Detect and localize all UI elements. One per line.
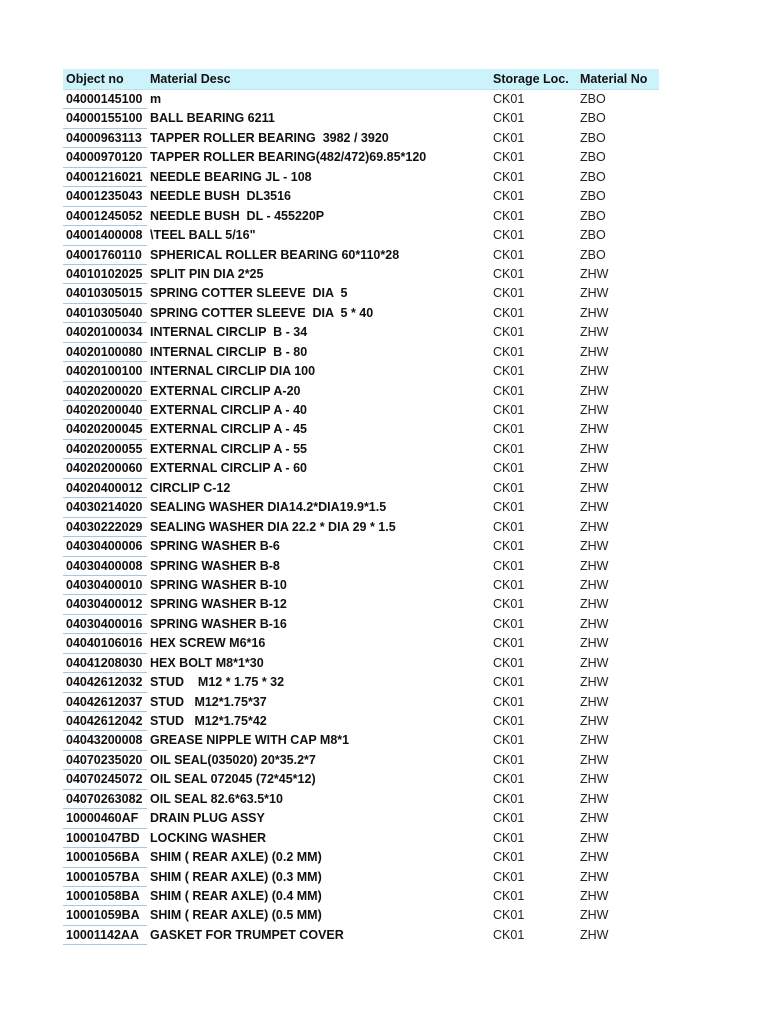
cell-material-no: ZHW bbox=[580, 927, 609, 942]
cell-material-desc: INTERNAL CIRCLIP B - 80 bbox=[150, 344, 308, 359]
cell-material-desc: m bbox=[150, 92, 162, 106]
cell-object-no[interactable]: 10001047BD bbox=[63, 829, 147, 848]
cell-storage-loc: CK01 bbox=[493, 616, 525, 631]
cell-object-no[interactable]: 10001056BA bbox=[63, 848, 147, 867]
cell-material-no: ZHW bbox=[580, 772, 609, 787]
table-row[interactable] bbox=[63, 518, 659, 537]
cell-material-desc: HEX BOLT M8*1*30 bbox=[150, 655, 264, 670]
cell-storage-loc: CK01 bbox=[493, 558, 525, 573]
table-row[interactable] bbox=[63, 634, 659, 653]
cell-material-no: ZHW bbox=[580, 675, 609, 690]
cell-storage-loc: CK01 bbox=[493, 266, 525, 281]
cell-storage-loc: CK01 bbox=[493, 247, 525, 262]
table-row[interactable] bbox=[63, 654, 659, 673]
cell-storage-loc: CK01 bbox=[493, 500, 525, 515]
cell-object-no[interactable]: 04020200045 bbox=[63, 420, 147, 439]
table-row[interactable] bbox=[63, 168, 659, 187]
cell-object-no[interactable]: 04001216021 bbox=[63, 168, 147, 187]
cell-material-no: ZHW bbox=[580, 286, 609, 301]
cell-material-no: ZHW bbox=[580, 636, 609, 651]
cell-object-no[interactable]: 04020200060 bbox=[63, 459, 147, 478]
cell-object-no[interactable]: 10000460AF bbox=[63, 809, 147, 828]
cell-storage-loc: CK01 bbox=[493, 752, 525, 767]
cell-storage-loc: CK01 bbox=[493, 189, 525, 204]
cell-storage-loc: CK01 bbox=[493, 655, 525, 670]
table-row[interactable] bbox=[63, 790, 659, 809]
cell-object-no[interactable]: 04000155100 bbox=[63, 109, 147, 128]
table-row[interactable] bbox=[63, 226, 659, 245]
table-row[interactable] bbox=[63, 770, 659, 789]
cell-object-no[interactable]: 04030400010 bbox=[63, 576, 147, 595]
cell-material-no: ZBO bbox=[580, 169, 606, 184]
cell-material-desc: EXTERNAL CIRCLIP A - 60 bbox=[150, 461, 307, 476]
cell-material-no: ZHW bbox=[580, 869, 609, 884]
cell-material-no: ZBO bbox=[580, 150, 606, 165]
cell-storage-loc: CK01 bbox=[493, 169, 525, 184]
cell-material-no: ZHW bbox=[580, 422, 609, 437]
cell-material-desc: DRAIN PLUG ASSY bbox=[150, 811, 265, 826]
cell-material-no: ZHW bbox=[580, 908, 609, 923]
cell-storage-loc: CK01 bbox=[493, 461, 525, 476]
cell-material-desc: SPRING COTTER SLEEVE DIA 5 bbox=[150, 286, 348, 301]
table-row[interactable] bbox=[63, 595, 659, 614]
cell-object-no[interactable]: 10001058BA bbox=[63, 887, 147, 906]
cell-material-no: ZHW bbox=[580, 403, 609, 417]
cell-object-no[interactable]: 04010102025 bbox=[63, 265, 147, 284]
cell-storage-loc: CK01 bbox=[493, 908, 525, 923]
cell-material-no: ZHW bbox=[580, 714, 609, 728]
cell-material-no: ZHW bbox=[580, 344, 609, 359]
cell-object-no[interactable]: 04030400012 bbox=[63, 595, 147, 614]
cell-material-desc: SHIM ( REAR AXLE) (0.3 MM) bbox=[150, 869, 322, 884]
cell-material-desc: \TEEL BALL 5/16" bbox=[150, 228, 256, 243]
cell-object-no[interactable]: 04070263082 bbox=[63, 790, 147, 809]
cell-object-no[interactable]: 04030400006 bbox=[63, 537, 147, 556]
cell-storage-loc: CK01 bbox=[493, 927, 525, 942]
cell-material-desc: GASKET FOR TRUMPET COVER bbox=[150, 927, 344, 942]
cell-storage-loc: CK01 bbox=[493, 208, 525, 223]
cell-storage-loc: CK01 bbox=[493, 364, 525, 379]
table-row[interactable] bbox=[63, 868, 659, 887]
cell-material-desc: INTERNAL CIRCLIP DIA 100 bbox=[150, 364, 316, 379]
table-row[interactable] bbox=[63, 848, 659, 867]
cell-object-no[interactable]: 04042612042 bbox=[63, 712, 147, 731]
cell-material-desc: SPHERICAL ROLLER BEARING 60*110*28 bbox=[150, 247, 400, 262]
cell-material-no: ZHW bbox=[580, 305, 609, 320]
cell-object-no[interactable]: 04020200040 bbox=[63, 401, 147, 420]
table-row[interactable] bbox=[63, 557, 659, 576]
cell-storage-loc: CK01 bbox=[493, 403, 525, 417]
header-storage-loc[interactable]: Storage Loc. bbox=[493, 72, 569, 86]
cell-material-no: ZBO bbox=[580, 189, 606, 204]
cell-storage-loc: CK01 bbox=[493, 344, 525, 359]
cell-material-desc: SHIM ( REAR AXLE) (0.4 MM) bbox=[150, 888, 322, 903]
table-row[interactable] bbox=[63, 304, 659, 323]
cell-material-no: ZHW bbox=[580, 888, 609, 903]
cell-material-desc: NEEDLE BUSH DL3516 bbox=[150, 189, 292, 204]
cell-storage-loc: CK01 bbox=[493, 791, 525, 806]
cell-material-no: ZHW bbox=[580, 539, 609, 554]
cell-storage-loc: CK01 bbox=[493, 92, 525, 106]
table-row[interactable] bbox=[63, 479, 659, 498]
cell-material-no: ZHW bbox=[580, 519, 609, 534]
cell-material-desc: STUD M12*1.75*42 bbox=[150, 714, 267, 728]
cell-object-no[interactable]: 04070245072 bbox=[63, 770, 147, 789]
cell-object-no[interactable]: 04043200008 bbox=[63, 731, 147, 750]
table-row[interactable] bbox=[63, 323, 659, 342]
cell-object-no[interactable]: 04010305015 bbox=[63, 284, 147, 303]
table-row[interactable] bbox=[63, 731, 659, 750]
cell-object-no[interactable]: 04070235020 bbox=[63, 751, 147, 770]
cell-object-no[interactable]: 04020100080 bbox=[63, 343, 147, 362]
table-row[interactable] bbox=[63, 712, 659, 731]
cell-object-no[interactable]: 04042612037 bbox=[63, 693, 147, 712]
table-row[interactable] bbox=[63, 926, 659, 945]
cell-storage-loc: CK01 bbox=[493, 441, 525, 456]
cell-material-no: ZHW bbox=[580, 480, 609, 495]
table-row[interactable] bbox=[63, 90, 659, 109]
cell-material-desc: CIRCLIP C-12 bbox=[150, 480, 231, 495]
cell-material-no: ZHW bbox=[580, 461, 609, 476]
cell-material-no: ZHW bbox=[580, 850, 609, 865]
cell-material-no: ZBO bbox=[580, 92, 606, 106]
cell-object-no[interactable]: 04020200055 bbox=[63, 440, 147, 459]
table-row[interactable] bbox=[63, 906, 659, 925]
cell-storage-loc: CK01 bbox=[493, 111, 525, 126]
cell-material-no: ZHW bbox=[580, 500, 609, 515]
cell-material-desc: TAPPER ROLLER BEARING(482/472)69.85*120 bbox=[150, 150, 427, 165]
cell-object-no[interactable]: 04030222029 bbox=[63, 518, 147, 537]
cell-material-desc: SPLIT PIN DIA 2*25 bbox=[150, 266, 264, 281]
cell-object-no[interactable]: 04000145100 bbox=[63, 90, 147, 109]
cell-material-no: ZHW bbox=[580, 655, 609, 670]
cell-material-desc: EXTERNAL CIRCLIP A - 55 bbox=[150, 441, 307, 456]
cell-material-desc: SPRING WASHER B-8 bbox=[150, 558, 280, 573]
cell-material-desc: BALL BEARING 6211 bbox=[150, 111, 275, 126]
cell-material-no: ZHW bbox=[580, 733, 609, 748]
table-row[interactable] bbox=[63, 401, 659, 420]
cell-storage-loc: CK01 bbox=[493, 830, 525, 845]
cell-material-desc: SPRING WASHER B-16 bbox=[150, 616, 287, 631]
cell-storage-loc: CK01 bbox=[493, 694, 525, 709]
table-body bbox=[63, 90, 659, 945]
cell-material-no: ZHW bbox=[580, 597, 609, 612]
table-row[interactable] bbox=[63, 207, 659, 226]
cell-storage-loc: CK01 bbox=[493, 714, 525, 728]
cell-object-no[interactable]: 04020100100 bbox=[63, 362, 147, 381]
table-row[interactable] bbox=[63, 382, 659, 401]
table-row[interactable] bbox=[63, 459, 659, 478]
cell-object-no[interactable]: 04001235043 bbox=[63, 187, 147, 206]
cell-storage-loc: CK01 bbox=[493, 383, 525, 398]
header-material-no[interactable]: Material No bbox=[580, 72, 648, 86]
cell-material-no: ZHW bbox=[580, 558, 609, 573]
cell-storage-loc: CK01 bbox=[493, 888, 525, 903]
table-row[interactable] bbox=[63, 362, 659, 381]
cell-material-no: ZBO bbox=[580, 130, 606, 145]
table-row[interactable] bbox=[63, 129, 659, 148]
cell-material-desc: LOCKING WASHER bbox=[150, 830, 266, 845]
cell-storage-loc: CK01 bbox=[493, 675, 525, 690]
cell-object-no[interactable]: 10001059BA bbox=[63, 906, 147, 925]
cell-material-desc: EXTERNAL CIRCLIP A - 45 bbox=[150, 422, 307, 437]
cell-storage-loc: CK01 bbox=[493, 811, 525, 826]
table-row[interactable] bbox=[63, 246, 659, 265]
cell-material-desc: NEEDLE BEARING JL - 108 bbox=[150, 169, 312, 184]
cell-material-no: ZBO bbox=[580, 208, 606, 223]
cell-storage-loc: CK01 bbox=[493, 577, 525, 592]
cell-material-desc: SPRING WASHER B-12 bbox=[150, 597, 287, 612]
table-row[interactable] bbox=[63, 148, 659, 167]
cell-material-desc: SEALING WASHER DIA14.2*DIA19.9*1.5 bbox=[150, 500, 387, 515]
table-row[interactable] bbox=[63, 187, 659, 206]
cell-material-desc: EXTERNAL CIRCLIP A-20 bbox=[150, 383, 301, 398]
cell-object-no[interactable]: 04030400016 bbox=[63, 615, 147, 634]
cell-storage-loc: CK01 bbox=[493, 286, 525, 301]
cell-storage-loc: CK01 bbox=[493, 130, 525, 145]
cell-material-desc: NEEDLE BUSH DL - 455220P bbox=[150, 208, 325, 223]
cell-material-no: ZHW bbox=[580, 325, 609, 340]
cell-storage-loc: CK01 bbox=[493, 228, 525, 243]
cell-object-no[interactable]: 10001057BA bbox=[63, 868, 147, 887]
cell-material-desc: OIL SEAL 072045 (72*45*12) bbox=[150, 772, 316, 787]
cell-material-desc: OIL SEAL 82.6*63.5*10 bbox=[150, 791, 283, 806]
cell-object-no[interactable]: 04042612032 bbox=[63, 673, 147, 692]
cell-material-desc: TAPPER ROLLER BEARING 3982 / 3920 bbox=[150, 130, 389, 145]
cell-storage-loc: CK01 bbox=[493, 539, 525, 554]
table-row[interactable] bbox=[63, 440, 659, 459]
table-row[interactable] bbox=[63, 284, 659, 303]
cell-material-no: ZBO bbox=[580, 247, 606, 262]
cell-storage-loc: CK01 bbox=[493, 636, 525, 651]
cell-material-desc: GREASE NIPPLE WITH CAP M8*1 bbox=[150, 733, 350, 748]
table-row[interactable] bbox=[63, 265, 659, 284]
cell-material-desc: OIL SEAL(035020) 20*35.2*7 bbox=[150, 752, 316, 767]
cell-storage-loc: CK01 bbox=[493, 869, 525, 884]
cell-material-desc: STUD M12*1.75*37 bbox=[150, 694, 267, 709]
table-row[interactable] bbox=[63, 109, 659, 128]
table-row[interactable] bbox=[63, 615, 659, 634]
table-row[interactable] bbox=[63, 498, 659, 517]
cell-material-no: ZBO bbox=[580, 228, 606, 243]
table-row[interactable] bbox=[63, 343, 659, 362]
cell-storage-loc: CK01 bbox=[493, 325, 525, 340]
cell-material-no: ZHW bbox=[580, 616, 609, 631]
cell-object-no[interactable]: 04040106016 bbox=[63, 634, 147, 653]
material-table bbox=[63, 69, 659, 945]
table-row[interactable] bbox=[63, 751, 659, 770]
cell-object-no[interactable]: 04041208030 bbox=[63, 654, 147, 673]
cell-storage-loc: CK01 bbox=[493, 150, 525, 165]
header-object-no[interactable]: Object no bbox=[66, 72, 124, 86]
cell-material-desc: SPRING WASHER B-6 bbox=[150, 539, 280, 554]
cell-storage-loc: CK01 bbox=[493, 850, 525, 865]
cell-material-desc: SPRING WASHER B-10 bbox=[150, 577, 287, 592]
cell-material-no: ZHW bbox=[580, 266, 609, 281]
cell-storage-loc: CK01 bbox=[493, 480, 525, 495]
cell-object-no[interactable]: 04030400008 bbox=[63, 557, 147, 576]
header-material-desc[interactable]: Material Desc bbox=[150, 72, 231, 86]
cell-object-no[interactable]: 04001400008 bbox=[63, 226, 147, 245]
cell-material-desc: SEALING WASHER DIA 22.2 * DIA 29 * 1.5 bbox=[150, 519, 396, 534]
table-row[interactable] bbox=[63, 693, 659, 712]
cell-object-no[interactable]: 04030214020 bbox=[63, 498, 147, 517]
cell-material-no: ZHW bbox=[580, 830, 609, 845]
cell-object-no[interactable]: 04020400012 bbox=[63, 479, 147, 498]
cell-object-no[interactable]: 04000970120 bbox=[63, 148, 147, 167]
cell-material-desc: EXTERNAL CIRCLIP A - 40 bbox=[150, 403, 307, 417]
cell-material-desc: HEX SCREW M6*16 bbox=[150, 636, 266, 651]
cell-object-no[interactable]: 10001142AA bbox=[63, 926, 147, 945]
cell-storage-loc: CK01 bbox=[493, 597, 525, 612]
cell-material-no: ZHW bbox=[580, 577, 609, 592]
table-row[interactable] bbox=[63, 673, 659, 692]
cell-material-desc: INTERNAL CIRCLIP B - 34 bbox=[150, 325, 308, 340]
table-row[interactable] bbox=[63, 420, 659, 439]
cell-material-no: ZHW bbox=[580, 441, 609, 456]
cell-material-no: ZHW bbox=[580, 791, 609, 806]
table-header bbox=[63, 69, 659, 90]
cell-material-desc: SHIM ( REAR AXLE) (0.2 MM) bbox=[150, 850, 322, 865]
table-row[interactable] bbox=[63, 576, 659, 595]
cell-material-no: ZHW bbox=[580, 364, 609, 379]
cell-material-desc: SPRING COTTER SLEEVE DIA 5 * 40 bbox=[150, 305, 374, 320]
cell-object-no[interactable]: 04020200020 bbox=[63, 382, 147, 401]
cell-material-no: ZHW bbox=[580, 752, 609, 767]
cell-object-no[interactable]: 04000963113 bbox=[63, 129, 147, 148]
table-row[interactable] bbox=[63, 887, 659, 906]
cell-storage-loc: CK01 bbox=[493, 519, 525, 534]
table-row[interactable] bbox=[63, 829, 659, 848]
cell-storage-loc: CK01 bbox=[493, 733, 525, 748]
cell-material-no: ZBO bbox=[580, 111, 606, 126]
cell-material-no: ZHW bbox=[580, 694, 609, 709]
table-row[interactable] bbox=[63, 809, 659, 828]
cell-object-no[interactable]: 04001245052 bbox=[63, 207, 147, 226]
cell-material-no: ZHW bbox=[580, 811, 609, 826]
cell-storage-loc: CK01 bbox=[493, 422, 525, 437]
cell-storage-loc: CK01 bbox=[493, 305, 525, 320]
cell-object-no[interactable]: 04020100034 bbox=[63, 323, 147, 342]
cell-material-no: ZHW bbox=[580, 383, 609, 398]
table-row[interactable] bbox=[63, 537, 659, 556]
cell-storage-loc: CK01 bbox=[493, 772, 525, 787]
cell-material-desc: SHIM ( REAR AXLE) (0.5 MM) bbox=[150, 908, 322, 923]
cell-material-desc: STUD M12 * 1.75 * 32 bbox=[150, 675, 285, 690]
cell-object-no[interactable]: 04001760110 bbox=[63, 246, 147, 265]
cell-object-no[interactable]: 04010305040 bbox=[63, 304, 147, 323]
